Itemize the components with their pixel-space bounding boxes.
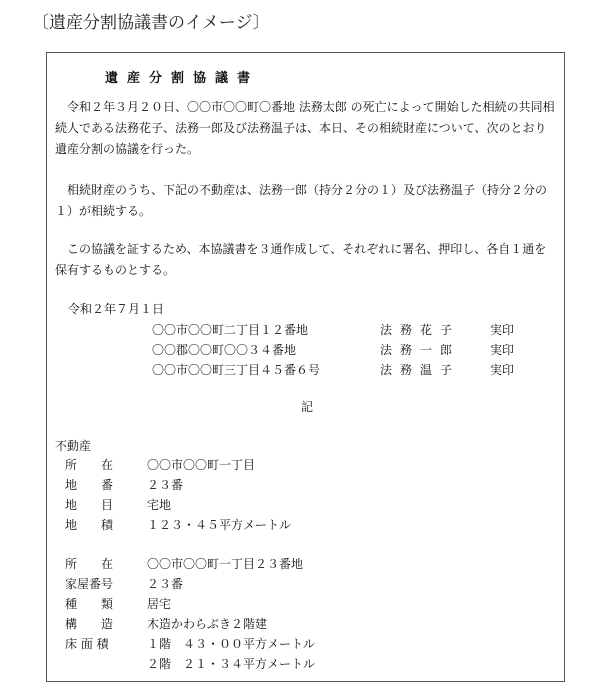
land-value: 〇〇市〇〇町一丁目 (147, 458, 256, 472)
building-row (65, 554, 315, 574)
signer-name: 法務一郎 (380, 343, 461, 357)
paragraph-1: 令和２年３月２０日、〇〇市〇〇町〇番地 法務太郎 の死亡によって開始した相続の共同相続人である法務花子、法務一郎及び法務温子は、本日、その相続財産について、次のとおり遺産分割の協議を行った。 (55, 100, 555, 156)
land-row (65, 515, 315, 535)
agreement-document (46, 52, 565, 682)
property-heading: 不動産 (55, 439, 92, 453)
signers-list (152, 320, 530, 380)
signer-row (152, 360, 530, 380)
land-label: 所 在 (65, 458, 114, 472)
land-value: ２３番 (147, 478, 184, 492)
signer-row (152, 320, 530, 340)
property-details (65, 455, 315, 674)
building-label: 家屋番号 (65, 577, 114, 591)
building-value: ２階 ２１・３４平方メートル (147, 657, 316, 671)
building-row (65, 574, 315, 594)
signer-row (152, 340, 530, 360)
ki-heading: 記 (301, 400, 314, 414)
building-label: 所 在 (65, 557, 114, 571)
land-label: 地 積 (65, 518, 114, 532)
signer-seal: 実印 (490, 323, 515, 337)
section-gap (65, 535, 315, 554)
agreement-date: 令和２年７月１日 (68, 302, 165, 316)
building-label: 床 面 積 (65, 637, 109, 651)
caption: 〔遺産分割協議書のイメージ〕 (32, 13, 270, 33)
document-title: 遺産分割協議書 (105, 71, 260, 86)
building-value: 〇〇市〇〇町一丁目２３番地 (147, 557, 304, 571)
building-value: ２３番 (147, 577, 184, 591)
signer-name: 法務花子 (380, 323, 461, 337)
signer-seal: 実印 (490, 363, 515, 377)
building-value: １階 ４３・００平方メートル (147, 637, 316, 651)
building-row (65, 634, 315, 654)
signer-address: 〇〇市〇〇町三丁目４５番６号 (152, 363, 321, 377)
land-row (65, 495, 315, 515)
building-label: 種 類 (65, 597, 114, 611)
signer-address: 〇〇郡〇〇町〇〇３４番地 (152, 343, 297, 357)
building-label: 構 造 (65, 617, 114, 631)
land-value: 宅地 (147, 498, 172, 512)
land-label: 地 番 (65, 478, 114, 492)
paragraph-3: この協議を証するため、本協議書を３通作成して、それぞれに署名、押印し、各自１通を保有するものとする。 (55, 242, 547, 277)
building-value: 居宅 (147, 597, 172, 611)
land-row (65, 455, 315, 475)
signer-seal: 実印 (490, 343, 515, 357)
land-value: １２３・４５平方メートル (147, 518, 292, 532)
signer-address: 〇〇市〇〇町二丁目１２番地 (152, 323, 309, 337)
signer-name: 法務温子 (380, 363, 461, 377)
paragraph-2: 相続財産のうち、下記の不動産は、法務一郎（持分２分の１）及び法務温子（持分２分の１）が相続する。 (55, 183, 548, 218)
building-value: 木造かわらぶき２階建 (147, 617, 268, 631)
building-row (65, 594, 315, 614)
land-row (65, 475, 315, 495)
building-row (65, 654, 315, 674)
land-label: 地 目 (65, 498, 114, 512)
building-label (65, 654, 147, 674)
building-row (65, 614, 315, 634)
